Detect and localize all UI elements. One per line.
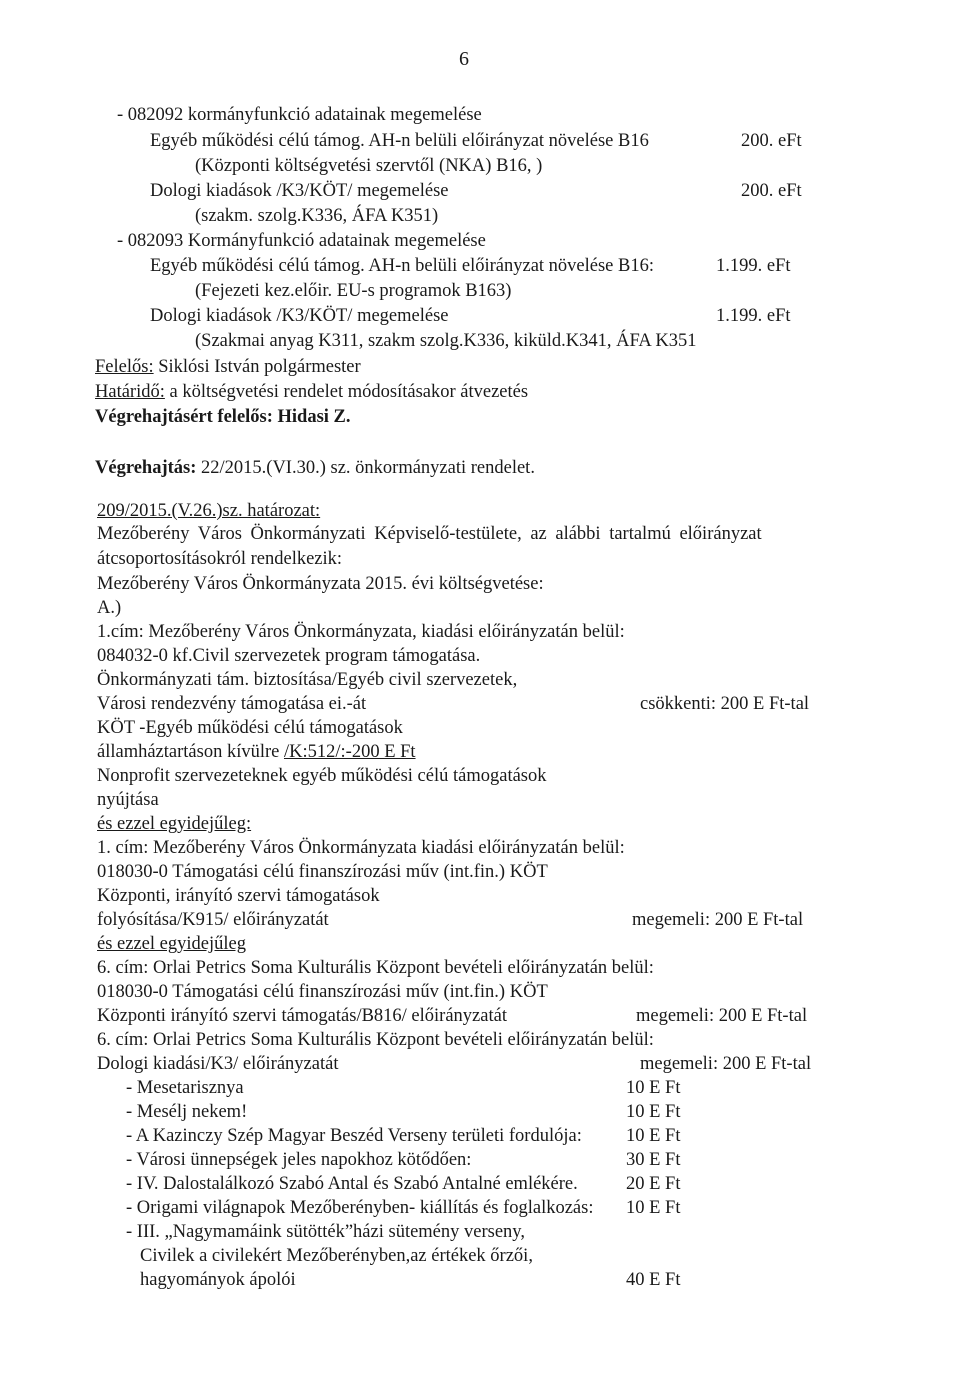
vegrehajtas-label: Végrehajtás: <box>95 458 197 478</box>
item-nagymamaink-amount: 40 E Ft <box>626 1270 681 1290</box>
vegrehajtas-line <box>95 457 535 479</box>
amount-megemeli-2: megemeli: 200 E Ft-tal <box>636 1006 808 1026</box>
es-ezzel-egyidejuleg-2: és ezzel egyidejűleg <box>97 934 246 954</box>
item-amount: 10 E Ft <box>626 1078 681 1098</box>
item-label: - IV. Dalostalálkozó Szabó Antal és Szabó Antalné emlékére. <box>126 1174 578 1194</box>
paragraph-2: Mezőberény Város Önkormányzata 2015. évi költségvetése: <box>97 574 544 594</box>
item-nagymamaink-2: Civilek a civilekért Mezőberényben,az értékek őrzői, <box>140 1246 533 1266</box>
amount-200-2: 200. eFt <box>741 181 802 201</box>
cim-6-header-2: 6. cím: Orlai Petrics Soma Kulturális Központ bevételi előirányzatán belül: <box>97 1030 654 1050</box>
cim-1-header: 1.cím: Mezőberény Város Önkormányzata, kiadási előirányzatán belül: <box>97 622 625 642</box>
item-label: - Origami világnapok Mezőberényben- kiállítás és foglalkozás: <box>126 1198 594 1218</box>
line-kozponti-iranyito-1: Központi, irányító szervi támogatások <box>97 886 380 906</box>
allamhaztartason-text: államháztartáson kívülre <box>97 742 284 762</box>
item-amount: 10 E Ft <box>626 1102 681 1122</box>
hatarido-line <box>95 381 528 403</box>
line-dologi-kiadasi: Dologi kiadási/K3/ előirányzatát <box>97 1054 339 1074</box>
felelos-label: Felelős: <box>95 357 154 377</box>
amount-200-1: 200. eFt <box>741 131 802 151</box>
vegrehajtasert-felelos: Végrehajtásért felelős: Hidasi Z. <box>95 407 351 427</box>
item-amount: 30 E Ft <box>626 1150 681 1170</box>
line-nonprofit: Nonprofit szervezeteknek egyéb működési célú támogatások <box>97 766 547 786</box>
item-label: - A Kazinczy Szép Magyar Beszéd Verseny területi fordulója: <box>126 1126 582 1146</box>
line-egyeb-tamog-2: Egyéb működési célú támog. AH-n belüli előirányzat növelése B16: <box>150 256 654 276</box>
item-nagymamaink-3: hagyományok ápolói <box>140 1270 296 1290</box>
item-amount: 20 E Ft <box>626 1174 681 1194</box>
page-number: 6 <box>459 48 469 70</box>
line-018030-1: 018030-0 Támogatási célú finanszírozási műv (int.fin.) KÖT <box>97 862 548 882</box>
line-dologi-1: Dologi kiadások /K3/KÖT/ megemelése <box>150 181 449 201</box>
line-082093: - 082093 Kormányfunkció adatainak megemelése <box>117 231 486 251</box>
felelos-value: Siklósi István polgármester <box>158 357 361 377</box>
item-amount: 10 E Ft <box>626 1126 681 1146</box>
line-kozponti-iranyito-2: Központi irányító szervi támogatás/B816/ előirányzatát <box>97 1006 507 1026</box>
amount-megemeli-3: megemeli: 200 E Ft-tal <box>640 1054 812 1074</box>
line-allamhaztartason <box>97 741 416 763</box>
amount-csokkenti: csökkenti: 200 E Ft-tal <box>640 694 810 714</box>
felelos-line <box>95 356 361 378</box>
amount-1199-2: 1.199. eFt <box>716 306 791 326</box>
amount-megemeli-1: megemeli: 200 E Ft-tal <box>632 910 804 930</box>
line-varosi-rendezveny: Városi rendezvény támogatása ei.-át <box>97 694 367 714</box>
item-label: - Mesetarisznya <box>126 1078 244 1098</box>
line-nyujtasa: nyújtása <box>97 790 159 810</box>
line-egyeb-tamog-1: Egyéb működési célú támog. AH-n belüli előirányzat növelése B16 <box>150 131 649 151</box>
hatarido-label: Határidő: <box>95 382 165 402</box>
hatarozat-title: 209/2015.(V.26.)sz. határozat: <box>97 501 321 521</box>
section-a: A.) <box>97 598 122 618</box>
amount-1199-1: 1.199. eFt <box>716 256 791 276</box>
item-nagymamaink-1: - III. „Nagymamáink sütötték”házi sütemény verseny, <box>126 1222 525 1242</box>
line-dologi-2: Dologi kiadások /K3/KÖT/ megemelése <box>150 306 449 326</box>
line-kozponti-nka: (Központi költségvetési szervtől (NKA) B16, ) <box>195 156 543 176</box>
line-szakmai-anyag: (Szakmai anyag K311, szakm szolg.K336, kiküld.K341, ÁFA K351 <box>195 331 697 351</box>
line-szakm-szolg: (szakm. szolg.K336, ÁFA K351) <box>195 206 439 226</box>
line-fejezeti: (Fejezeti kez.előir. EU-s programok B163) <box>195 281 512 301</box>
cim-6-header-1: 6. cím: Orlai Petrics Soma Kulturális Központ bevételi előirányzatán belül: <box>97 958 654 978</box>
line-kot-egyeb: KÖT -Egyéb működési célú támogatások <box>97 718 403 738</box>
line-018030-2: 018030-0 Támogatási célú finanszírozási műv (int.fin.) KÖT <box>97 982 548 1002</box>
paragraph-1a: Mezőberény Város Önkormányzati Képviselő-testülete, az alábbi tartalmú előirányzat <box>97 524 762 544</box>
line-084032: 084032-0 kf.Civil szervezetek program támogatása. <box>97 646 481 666</box>
item-label: - Mesélj nekem! <box>126 1102 248 1122</box>
paragraph-1b: átcsoportosításokról rendelkezik: <box>97 549 343 569</box>
item-label: - Városi ünnepségek jeles napokhoz kötődően: <box>126 1150 472 1170</box>
line-folyositasa: folyósítása/K915/ előirányzatát <box>97 910 329 930</box>
line-onkormanyzati-tam: Önkormányzati tám. biztosítása/Egyéb civil szervezetek, <box>97 670 518 690</box>
es-ezzel-egyidejuleg-1: és ezzel egyidejűleg: <box>97 814 252 834</box>
k512-amount: /K:512/:-200 E Ft <box>283 742 416 762</box>
hatarido-value: a költségvetési rendelet módosításakor átvezetés <box>169 382 529 402</box>
item-amount: 10 E Ft <box>626 1198 681 1218</box>
line-082092: - 082092 kormányfunkció adatainak megemelése <box>117 105 482 125</box>
vegrehajtas-value: 22/2015.(VI.30.) sz. önkormányzati rendelet. <box>201 458 535 478</box>
cim-1-kiadasi: 1. cím: Mezőberény Város Önkormányzata kiadási előirányzatán belül: <box>97 838 625 858</box>
